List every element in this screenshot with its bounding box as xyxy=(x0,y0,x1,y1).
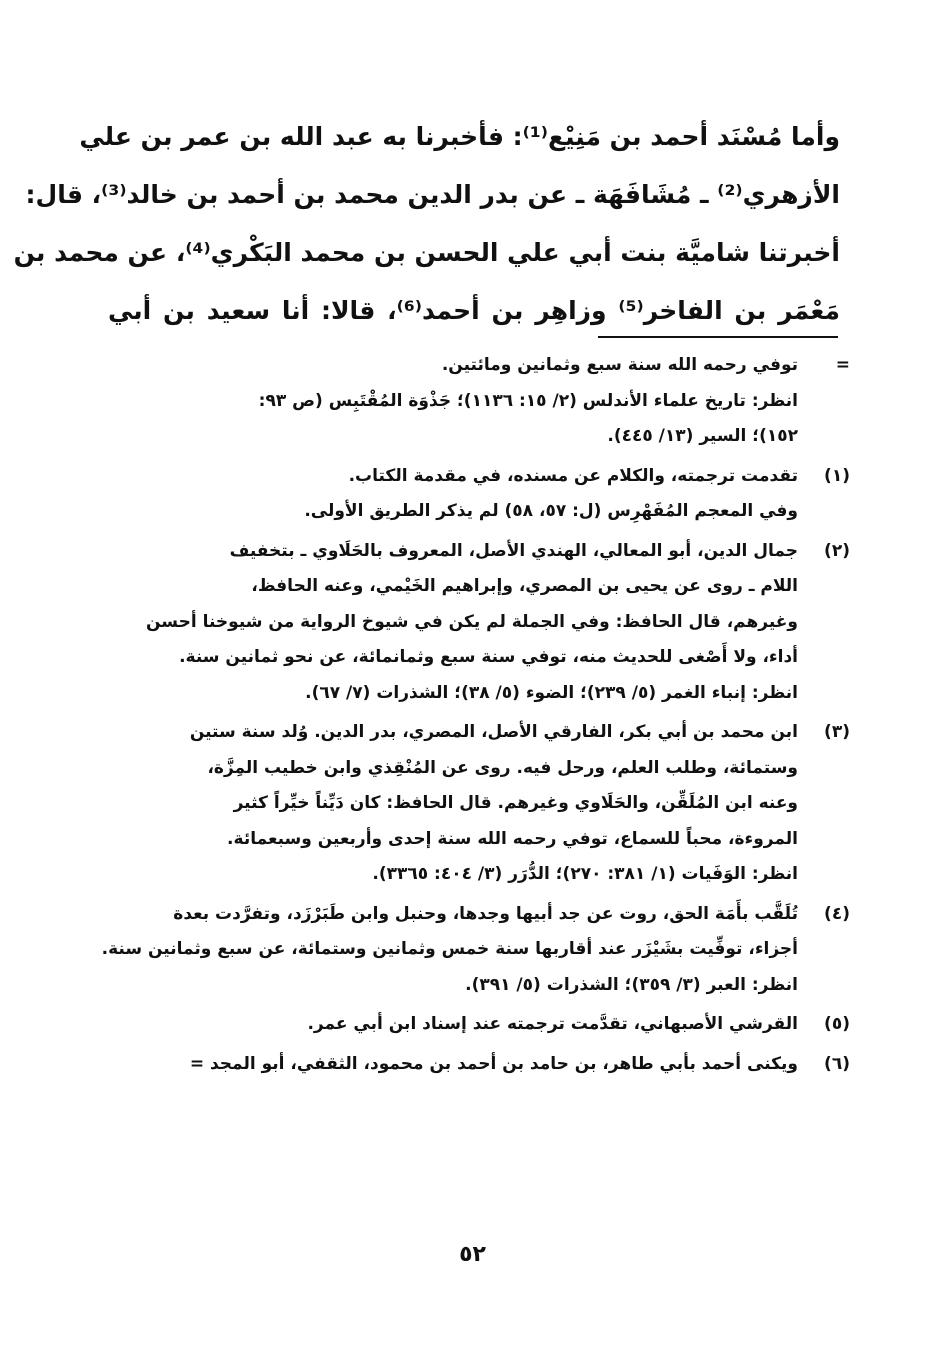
footnote-line: وفي المعجم المُفَهْرِس (ل: ٥٧، ٥٨) لم يذكر الطريق الأولى. xyxy=(304,501,798,521)
footnote-line: أداء، ولا أَصْغى للحديث منه، توفي سنة سبع وثمانمائة، عن نحو ثمانين سنة. xyxy=(179,647,798,667)
footnote-line: ١٥٢)؛ السير (١٣/ ٤٤٥). xyxy=(607,426,798,446)
footnote-number: = xyxy=(835,355,850,375)
footnote-line: تقدمت ترجمته، والكلام عن مسنده، في مقدمة الكتاب. xyxy=(348,465,798,486)
footnote-line: وستمائة، وطلب العلم، ورحل فيه. روى عن المُنْقِذي وابن خطيب المِزَّة، xyxy=(207,757,798,778)
footnote-line: أجزاء، توفِّيت بشَيْزَر عند أقاربها سنة خمس وثمانين وستمائة، عن سبع وثمانين سنة. xyxy=(101,939,798,959)
footnote-line: جمال الدين، أبو المعالي، الهندي الأصل، المعروف بالحَلَاوي ـ بتخفيف xyxy=(229,540,798,561)
footnote-line: تُلَقَّب بأَمَة الحق، روت عن جد أبيها وجدها، وحنبل وابن طَبَرْزَد، وتفرَّدت بعدة xyxy=(173,903,798,924)
footnote-line: انظر: الوَفَيات (١/ ٣٨١: ٢٧٠)؛ الدُّرَر (٣/ ٤٠٤: ٣٣٦٥). xyxy=(372,864,798,884)
footnote-6 xyxy=(90,1047,850,1083)
footnote-line: اللام ـ روى عن يحيى بن المصري، وإبراهيم الخَيْمي، وعنه الحافظ، xyxy=(251,576,798,596)
footnote-number: (٦) xyxy=(824,1053,850,1074)
footnote-line: انظر: العبر (٣/ ٣٥٩)؛ الشذرات (٥/ ٣٩١). xyxy=(465,974,798,995)
main-text-line: وأما مُسْنَد أحمد بن مَنِيْع⁽¹⁾: فأخبرنا به عبد الله بن عمر بن علي xyxy=(79,122,840,151)
footnote-line: المروءة، محباً للسماع، توفي رحمه الله سنة إحدى وأربعين وسبعمائة. xyxy=(227,828,798,849)
footnote-2 xyxy=(90,534,850,712)
page-number: ٥٢ xyxy=(459,1242,486,1267)
footnote-number: (٢) xyxy=(824,540,850,561)
footnote-line: انظر: إنباء الغمر (٥/ ٢٣٩)؛ الضوء (٥/ ٣٨)؛ الشذرات (٧/ ٦٧). xyxy=(305,682,798,703)
footnotes xyxy=(90,348,850,1082)
footnote-continued xyxy=(90,348,850,455)
main-text xyxy=(13,108,840,340)
footnote-5 xyxy=(90,1007,850,1043)
main-text-line: أخبرتنا شاميَّة بنت أبي علي الحسن بن محمد البَكْري⁽⁴⁾، عن محمد بن xyxy=(13,238,840,267)
footnote-line: ابن محمد بن أبي بكر، الفارقي الأصل، المصري، بدر الدين. وُلد سنة ستين xyxy=(189,722,798,742)
footnote-4 xyxy=(90,897,850,1004)
footnote-line: انظر: تاريخ علماء الأندلس (٢/ ١٥: ١١٣٦)؛ جَذْوَة المُقْتَبِس (ص ٩٣: xyxy=(258,390,798,411)
footnote-line: وعنه ابن المُلَقِّن، والحَلَاوي وغيرهم. قال الحافظ: كان دَيِّناً خيِّراً كثير xyxy=(233,793,798,813)
main-text-line: مَعْمَر بن الفاخر⁽⁵⁾ وزاهِر بن أحمد⁽⁶⁾، قالا: أنا سعيد بن أبي xyxy=(108,296,840,325)
footnote-line: وغيرهم، قال الحافظ: وفي الجملة لم يكن في شيوخ الرواية من شيوخنا أحسن xyxy=(146,611,798,632)
footnote-separator xyxy=(598,336,838,338)
main-text-line: الأزهري⁽²⁾ ـ مُشَافَهَة ـ عن بدر الدين محمد بن أحمد بن خالد⁽³⁾، قال: xyxy=(25,180,840,209)
footnote-line: ويكنى أحمد بأبي طاهر، بن حامد بن أحمد بن محمود، الثقفي، أبو المجد = xyxy=(189,1053,798,1074)
footnote-line: القرشي الأصبهاني، تقدَّمت ترجمته عند إسناد ابن أبي عمر. xyxy=(307,1014,798,1034)
footnote-number: (١) xyxy=(824,465,850,486)
footnote-3 xyxy=(90,715,850,893)
footnote-number: (٤) xyxy=(824,903,850,924)
footnote-number: (٥) xyxy=(824,1014,850,1034)
footnote-1 xyxy=(90,459,850,530)
footnote-number: (٣) xyxy=(824,722,850,742)
footnote-line: توفي رحمه الله سنة سبع وثمانين ومائتين. xyxy=(441,355,798,375)
